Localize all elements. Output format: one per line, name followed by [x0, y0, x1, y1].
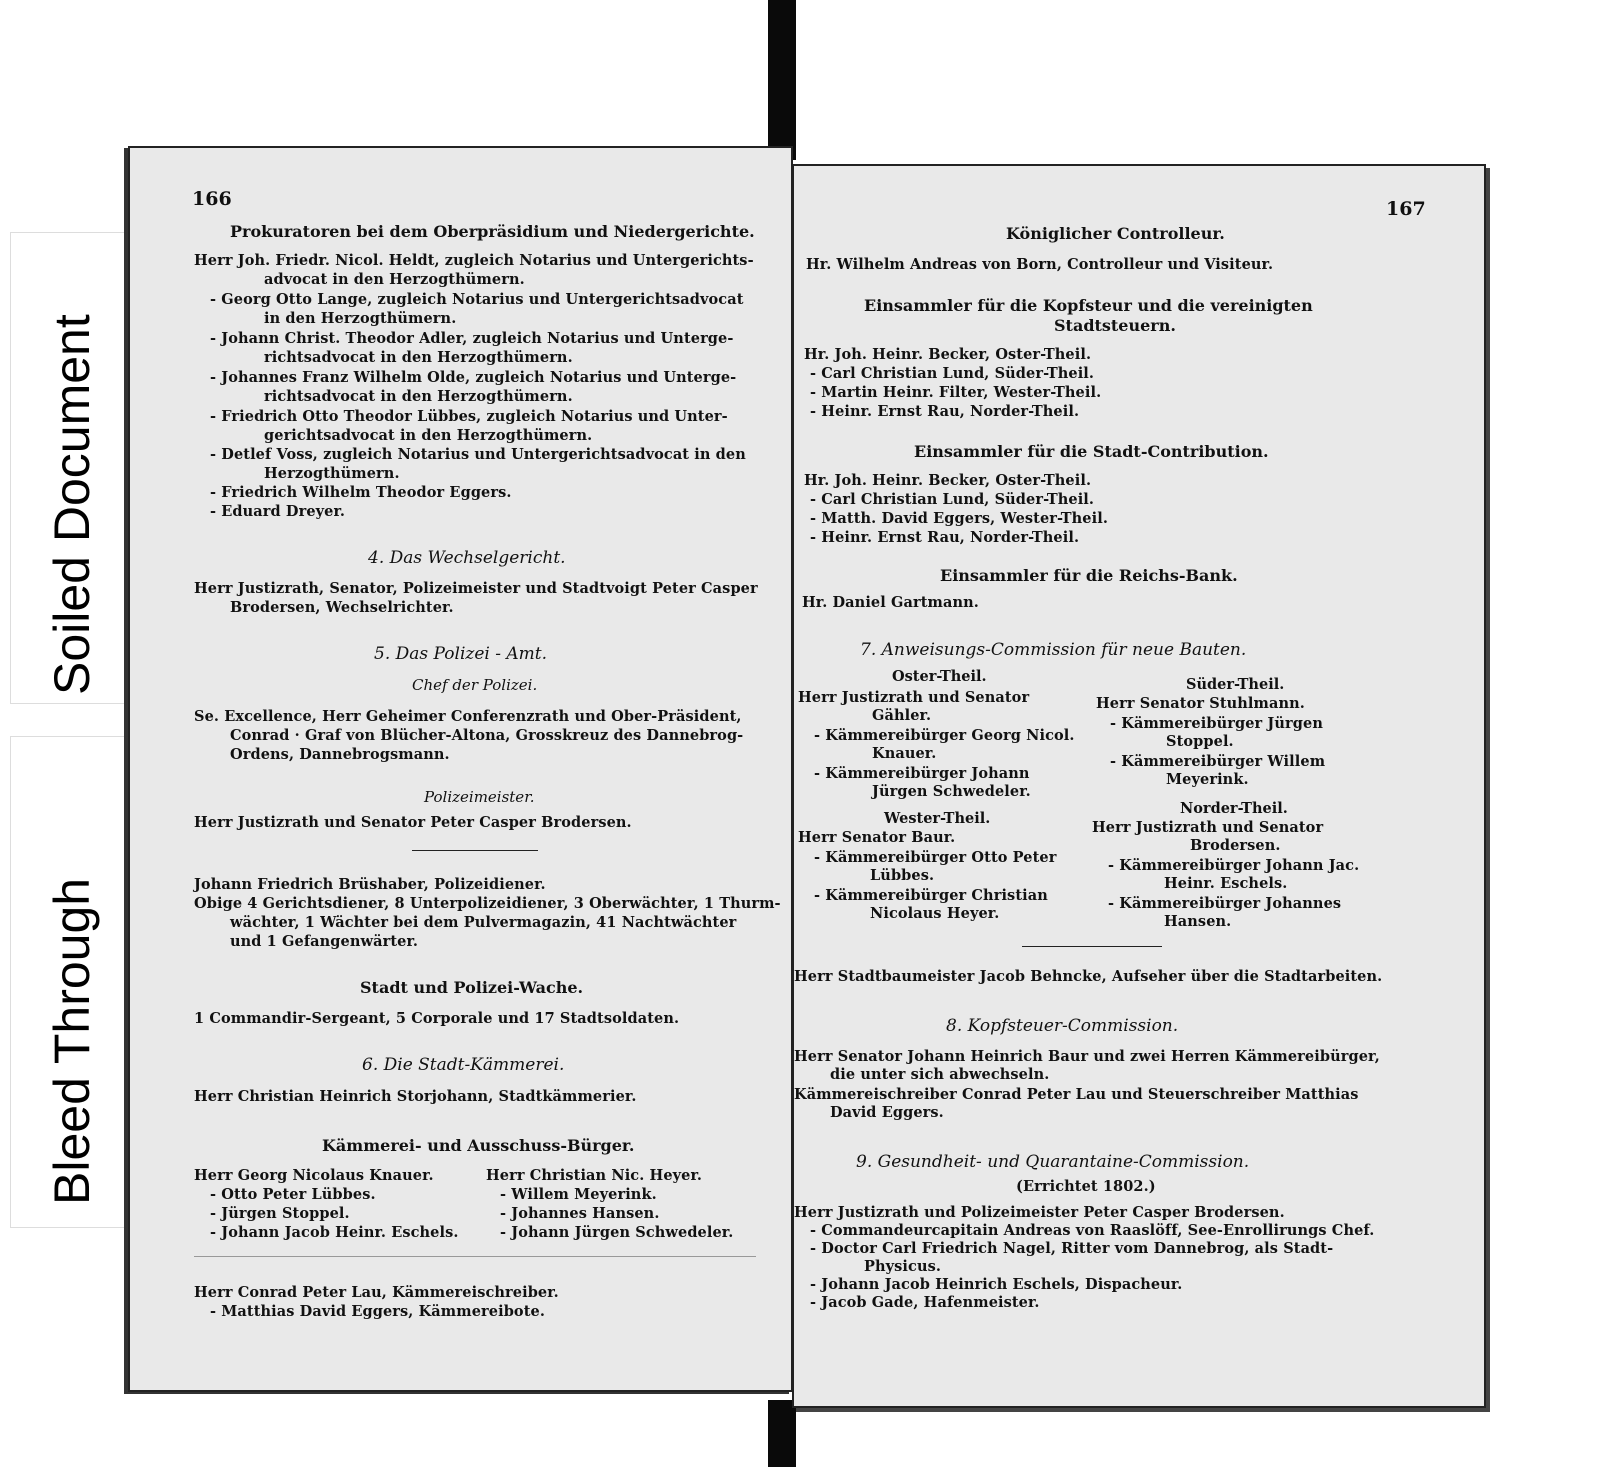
entry-line: - Jacob Gade, Hafenmeister.: [810, 1294, 1040, 1311]
entry-line: - Kämmereibürger Willem: [1110, 753, 1326, 770]
section-title: 7. Anweisungs-Commission für neue Bauten.: [860, 640, 1247, 660]
section-title: 6. Die Stadt-Kämmerei.: [362, 1055, 565, 1075]
entry-line: Herr Senator Johann Heinrich Baur und zwei Herren Kämmereibürger,: [794, 1048, 1380, 1065]
entry-line: Stoppel.: [1166, 733, 1234, 750]
entry-line: Hansen.: [1164, 913, 1232, 930]
entry-line: gerichtsadvocat in den Herzogthümern.: [264, 427, 593, 444]
entry-line: Herr Georg Nicolaus Knauer.: [194, 1167, 434, 1184]
entry-line: - Kämmereibürger Jürgen: [1110, 715, 1323, 732]
entry-line: - Kämmereibürger Johannes: [1108, 895, 1342, 912]
column-heading: Süder-Theil.: [1186, 676, 1285, 693]
entry-line: - Kämmereibürger Georg Nicol.: [814, 727, 1075, 744]
entry-line: Se. Excellence, Herr Geheimer Conferenzrath und Ober-Präsident,: [194, 708, 742, 725]
entry-line: Lübbes.: [870, 867, 935, 884]
entry-line: Jürgen Schwedeler.: [872, 783, 1031, 800]
entry-line: wächter, 1 Wächter bei dem Pulvermagazin, 41 Nachtwächter: [230, 914, 737, 931]
entry-line: - Doctor Carl Friedrich Nagel, Ritter vom Dannebrog, als Stadt-: [810, 1240, 1334, 1257]
entry-line: Herr Joh. Friedr. Nicol. Heldt, zugleich Notarius und Untergerichts-: [194, 252, 754, 269]
section-title: Stadt und Polizei-Wache.: [360, 978, 584, 997]
entry-line: - Carl Christian Lund, Süder-Theil.: [810, 491, 1095, 508]
entry-line: - Heinr. Ernst Rau, Norder-Theil.: [810, 403, 1080, 420]
entry-line: Herr Christian Heinrich Storjohann, Stadtkämmerier.: [194, 1088, 637, 1105]
entry-line: - Martin Heinr. Filter, Wester-Theil.: [810, 384, 1102, 401]
entry-line: - Jürgen Stoppel.: [210, 1205, 350, 1222]
entry-line: die unter sich abwechseln.: [830, 1066, 1050, 1083]
entry-line: - Kämmereibürger Christian: [814, 887, 1048, 904]
entry-line: Herr Christian Nic. Heyer.: [486, 1167, 703, 1184]
subsection-title: (Errichtet 1802.): [1016, 1178, 1156, 1195]
entry-line: - Friedrich Wilhelm Theodor Eggers.: [210, 484, 512, 501]
soiled-document-text: Soiled Document: [44, 314, 100, 695]
divider: [412, 850, 538, 851]
section-title: Kämmerei- und Ausschuss-Bürger.: [322, 1136, 635, 1155]
entry-line: richtsadvocat in den Herzogthümern.: [264, 349, 573, 366]
entry-line: in den Herzogthümern.: [264, 310, 457, 327]
bleed-through-text: Bleed Through: [44, 877, 100, 1205]
column-heading: Wester-Theil.: [884, 810, 991, 827]
entry-line: Herr Justizrath und Senator Peter Casper Brodersen.: [194, 814, 632, 831]
entry-line: Nicolaus Heyer.: [870, 905, 1000, 922]
entry-line: richtsadvocat in den Herzogthümern.: [264, 388, 573, 405]
entry-line: Heinr. Eschels.: [1164, 875, 1288, 892]
section-title: 8. Kopfsteuer-Commission.: [946, 1016, 1179, 1036]
entry-line: Obige 4 Gerichtsdiener, 8 Unterpolizeidiener, 3 Oberwächter, 1 Thurm-: [194, 895, 781, 912]
column-heading: Norder-Theil.: [1180, 800, 1288, 817]
entry-line: - Friedrich Otto Theodor Lübbes, zugleich Notarius und Unter-: [210, 408, 728, 425]
page-number: 167: [1386, 198, 1426, 220]
entry-line: Herr Justizrath und Senator: [798, 689, 1030, 706]
entry-line: - Kämmereibürger Otto Peter: [814, 849, 1057, 866]
entry-line: - Willem Meyerink.: [500, 1186, 657, 1203]
section-title: 9. Gesundheit- und Quarantaine-Commission.: [856, 1152, 1250, 1172]
divider: [194, 1256, 756, 1257]
entry-line: - Kämmereibürger Johann Jac.: [1108, 857, 1360, 874]
entry-line: Herr Stadtbaumeister Jacob Behncke, Aufseher über die Stadtarbeiten.: [794, 968, 1383, 985]
bleed-through-label: [10, 736, 130, 1228]
entry-line: Physicus.: [864, 1258, 942, 1275]
subsection-title: Polizeimeister.: [424, 788, 535, 806]
entry-line: Brodersen, Wechselrichter.: [230, 599, 454, 616]
entry-line: - Johann Christ. Theodor Adler, zugleich Notarius und Unterge-: [210, 330, 734, 347]
section-title: Einsammler für die Stadt-Contribution.: [914, 442, 1269, 461]
entry-line: Brodersen.: [1190, 837, 1281, 854]
entry-line: Kämmereischreiber Conrad Peter Lau und Steuerschreiber Matthias: [794, 1086, 1359, 1103]
section-title: 5. Das Polizei - Amt.: [374, 644, 548, 664]
right-page: [792, 164, 1486, 1408]
entry-line: Conrad · Graf von Blücher-Altona, Grosskreuz des Dannebrog-: [230, 727, 744, 744]
entry-line: Herr Justizrath und Polizeimeister Peter Casper Brodersen.: [794, 1204, 1285, 1221]
section-title: Einsammler für die Kopfsteur und die vereinigten: [864, 296, 1313, 315]
entry-line: Knauer.: [872, 745, 937, 762]
entry-line: Hr. Daniel Gartmann.: [802, 594, 979, 611]
entry-line: Gähler.: [872, 707, 932, 724]
column-heading: Oster-Theil.: [892, 668, 987, 685]
entry-line: Herr Justizrath und Senator: [1092, 819, 1324, 836]
entry-line: 1 Commandir-Sergeant, 5 Corporale und 17 Stadtsoldaten.: [194, 1010, 680, 1027]
entry-line: - Detlef Voss, zugleich Notarius und Untergerichtsadvocat in den: [210, 446, 746, 463]
entry-line: Meyerink.: [1166, 771, 1249, 788]
entry-line: - Johann Jacob Heinr. Eschels.: [210, 1224, 459, 1241]
entry-line: Hr. Joh. Heinr. Becker, Oster-Theil.: [804, 472, 1092, 489]
entry-line: - Johannes Hansen.: [500, 1205, 660, 1222]
entry-line: - Johannes Franz Wilhelm Olde, zugleich Notarius und Unterge-: [210, 369, 737, 386]
entry-line: - Commandeurcapitain Andreas von Raaslöff, See-Enrollirungs Chef.: [810, 1222, 1375, 1239]
section-title: Königlicher Controlleur.: [1006, 224, 1225, 243]
entry-line: - Kämmereibürger Johann: [814, 765, 1030, 782]
entry-line: - Otto Peter Lübbes.: [210, 1186, 376, 1203]
entry-line: Herzogthümern.: [264, 465, 400, 482]
soiled-document-label: [10, 232, 130, 704]
entry-line: Hr. Joh. Heinr. Becker, Oster-Theil.: [804, 346, 1092, 363]
section-title: Einsammler für die Reichs-Bank.: [940, 566, 1238, 585]
entry-line: Herr Conrad Peter Lau, Kämmereischreiber.: [194, 1284, 559, 1301]
section-title: Stadtsteuern.: [1054, 316, 1176, 335]
entry-line: Johann Friedrich Brüshaber, Polizeidiener.: [194, 876, 546, 893]
entry-line: - Matth. David Eggers, Wester-Theil.: [810, 510, 1108, 527]
entry-line: Herr Senator Baur.: [798, 829, 956, 846]
divider: [1022, 946, 1162, 947]
entry-line: Herr Senator Stuhlmann.: [1096, 695, 1305, 712]
entry-line: - Matthias David Eggers, Kämmereibote.: [210, 1303, 545, 1320]
entry-line: Herr Justizrath, Senator, Polizeimeister und Stadtvoigt Peter Casper: [194, 580, 758, 597]
entry-line: Hr. Wilhelm Andreas von Born, Controlleur und Visiteur.: [806, 256, 1274, 273]
entry-line: - Carl Christian Lund, Süder-Theil.: [810, 365, 1095, 382]
entry-line: - Johann Jürgen Schwedeler.: [500, 1224, 734, 1241]
entry-line: und 1 Gefangenwärter.: [230, 933, 418, 950]
page-number: 166: [192, 188, 232, 210]
entry-line: David Eggers.: [830, 1104, 944, 1121]
entry-line: - Eduard Dreyer.: [210, 503, 346, 520]
entry-line: advocat in den Herzogthümern.: [264, 271, 525, 288]
entry-line: Ordens, Dannebrogsmann.: [230, 746, 450, 763]
section-title: 4. Das Wechselgericht.: [368, 548, 566, 568]
section-title: Prokuratoren bei dem Oberpräsidium und Niedergerichte.: [230, 222, 755, 241]
entry-line: - Heinr. Ernst Rau, Norder-Theil.: [810, 529, 1080, 546]
entry-line: - Georg Otto Lange, zugleich Notarius und Untergerichtsadvocat: [210, 291, 744, 308]
left-page: [128, 146, 793, 1392]
entry-line: - Johann Jacob Heinrich Eschels, Dispacheur.: [810, 1276, 1183, 1293]
subsection-title: Chef der Polizei.: [412, 676, 538, 694]
